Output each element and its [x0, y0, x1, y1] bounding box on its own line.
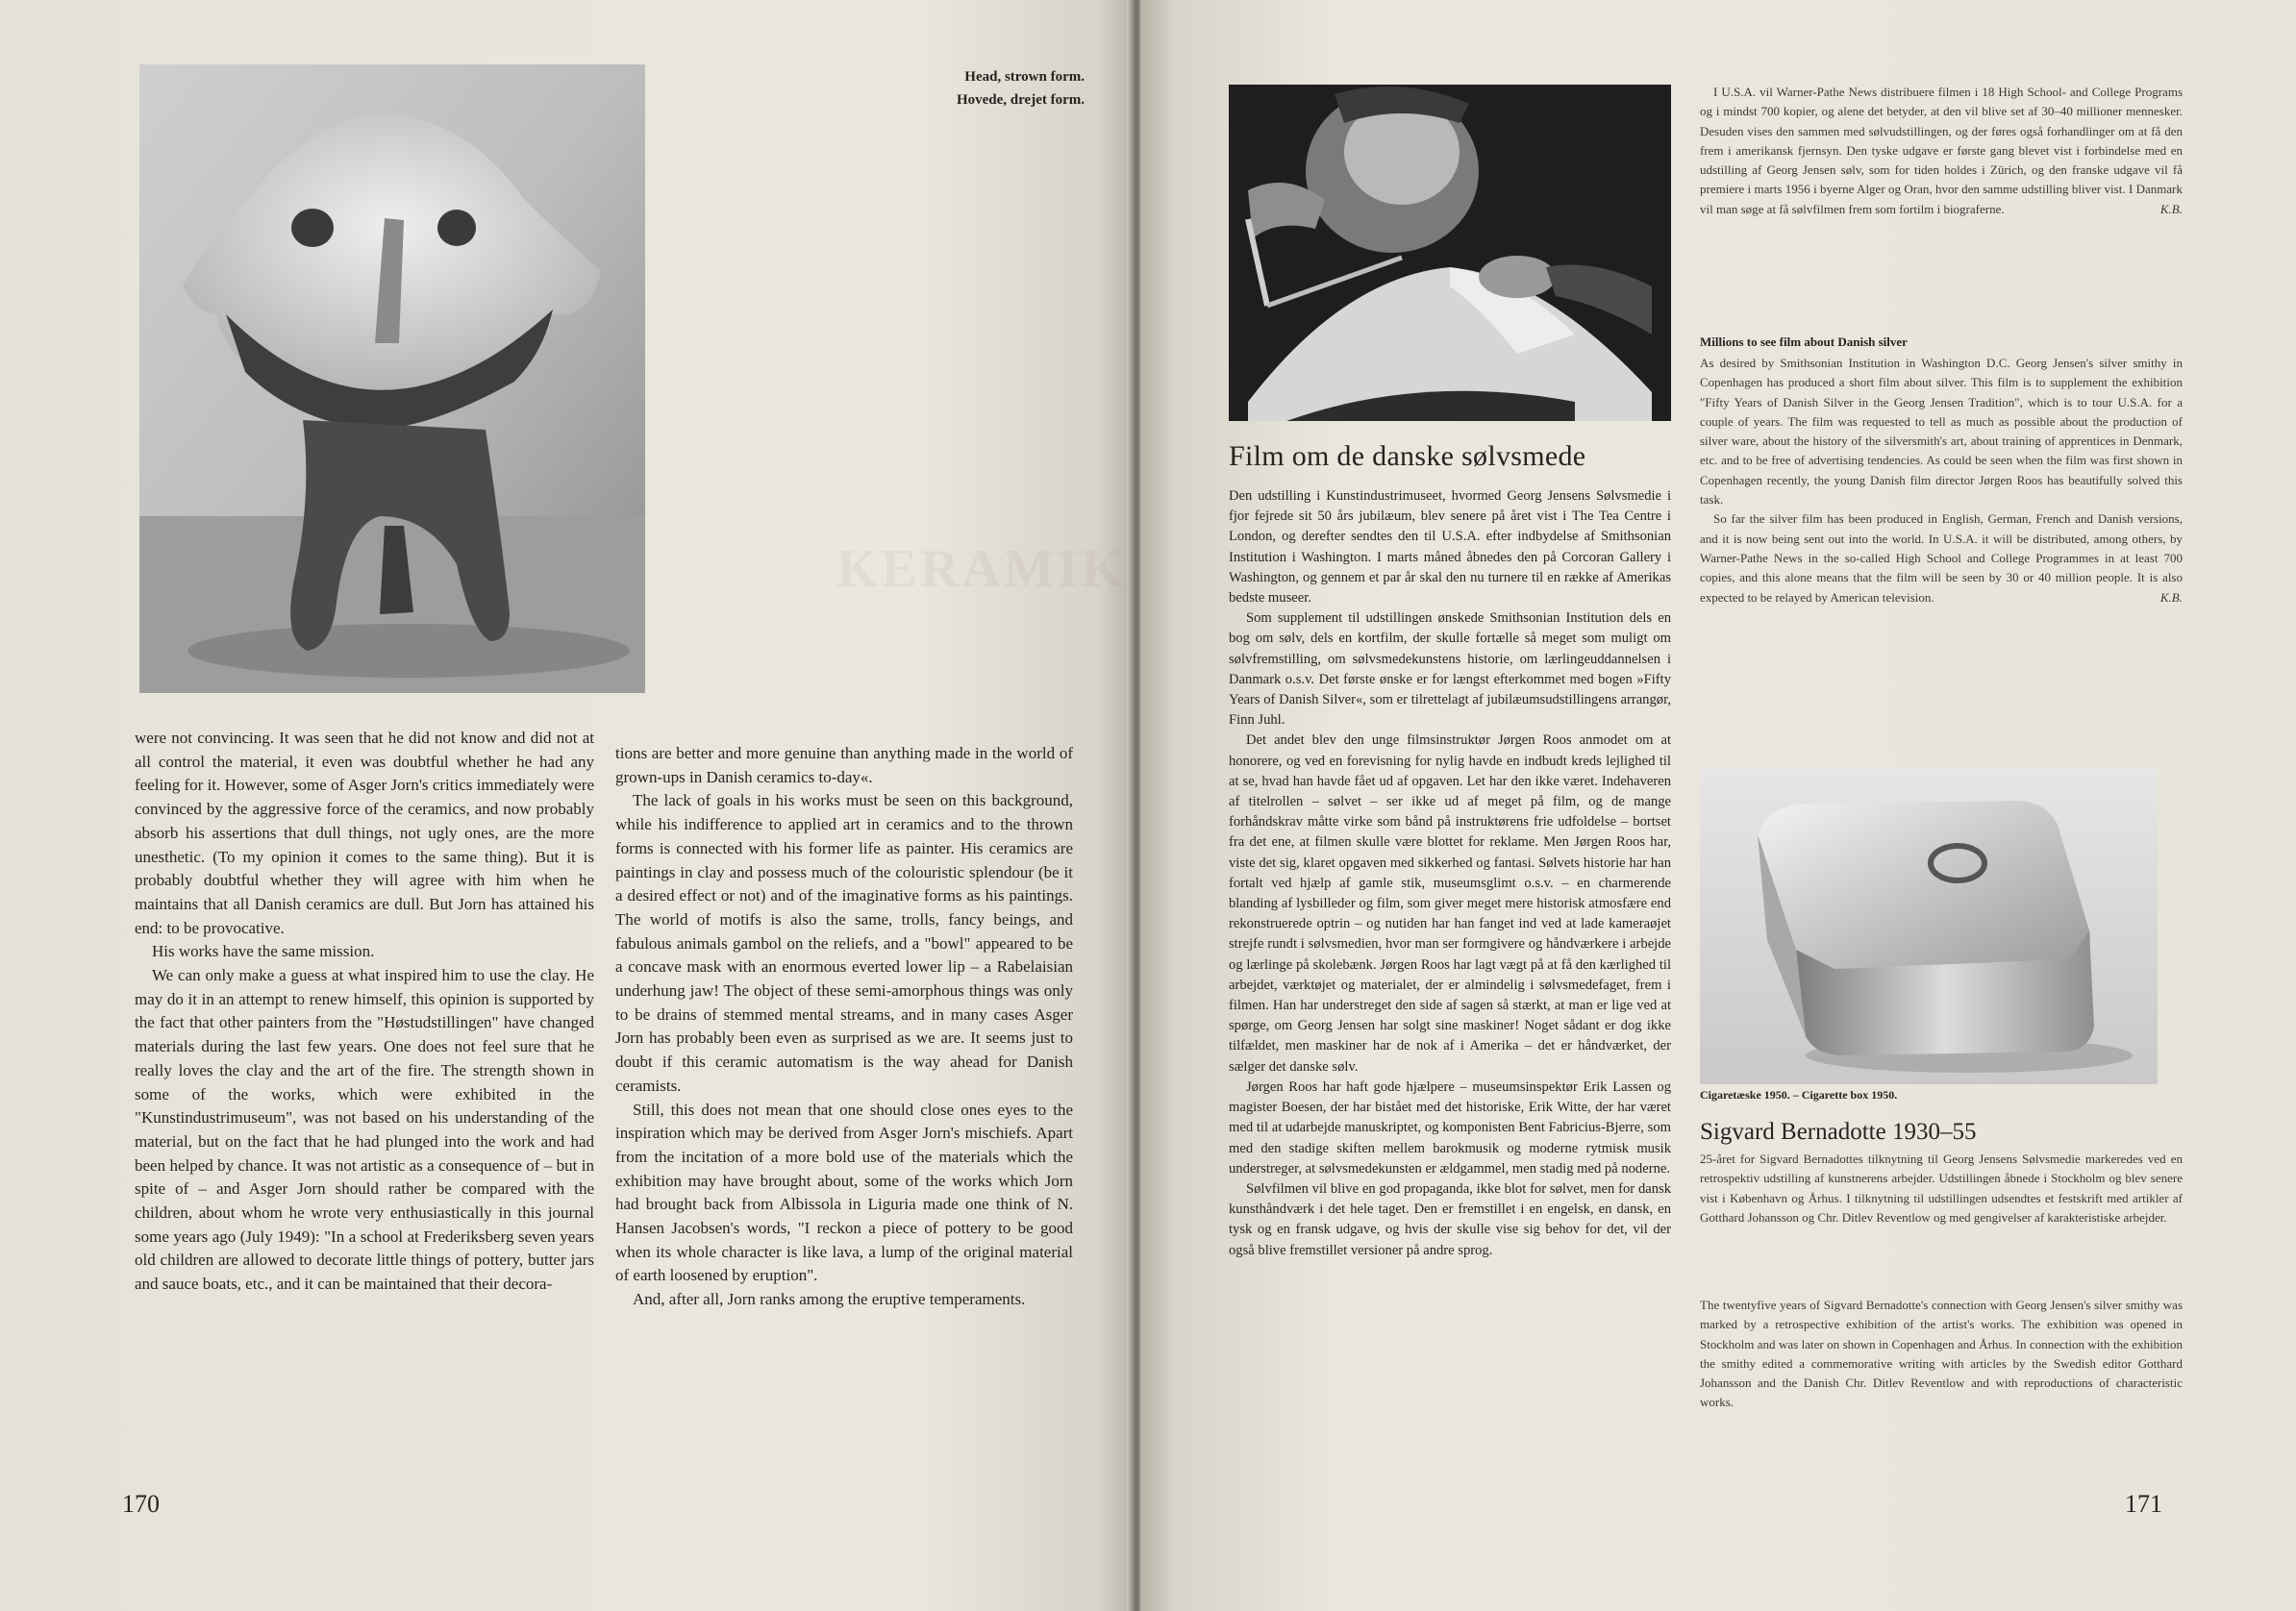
paragraph: So far the silver film has been produced in English, German, French and Danish versions, and it is now being sent out into the world. In U.S.A. it will be distributed, among others, by Warner-Pathe News in the so-called High School and College Programmes in at least 700 copies, and this alone means that the film will be seen by 30 or 40 million people. It is also expected to be relayed by American television. K.B. [1700, 509, 2183, 607]
paragraph: As desired by Smithsonian Institution in Washington D.C. Georg Jensen's silver smithy in Copenhagen has produced a short film about silver. This film is to supplement the exhibition "Fifty Years of Danish Silver in the Georg Jensen Tradition", which is to tour U.S.A. for a couple of years. The film was requested to tell as much as possible about the production of silver ware, about the history of the silversmith's art, about training of apprentices in Denmark, etc. and to be free of advertising tendencies. As could be seen when the film was first shown in Copenhagen recently, the young Danish film director Jørgen Roos has beautifully solved this task. [1700, 356, 2183, 508]
page-number: 171 [2125, 1490, 2162, 1518]
left-column-1 [135, 727, 594, 1297]
left-page [0, 0, 1133, 1611]
photo-caption [865, 65, 1085, 112]
article-heading: Film om de danske sølvsmede [1229, 440, 1586, 472]
paragraph: Den udstilling i Kunstindustrimuseet, hvormed Georg Jensens Sølvsmedie i fjor fejrede sit 50 års jubilæum, blev senere på året vist i The Tea Centre i London, og derefter sendtes den til U.S.A. efter indbydelse af Smithsonian Institution i Washington. I marts måned åbnedes den på Corcoran Gallery i Washington, og gennem et par år skal den nu turnere til en række af Amerikas bedste museer. [1229, 488, 1671, 607]
paragraph: Jørgen Roos har haft gode hjælpere – museumsinspektør Erik Lassen og magister Boesen, der har bistået med det historiske, Erik Witte, der har været med til at udarbejde manuskriptet, og komponisten Bent Fabricius-Bjerre, som med den stadige skiften mellem barokmusik og moderne rytmisk musik understreger, at sølvsmedekunsten er ældgammel, men stadig med på noderne. [1229, 1078, 1671, 1177]
paragraph: Still, this does not mean that one should close ones eyes to the inspiration which may be derived from Asger Jorn's mischiefs. Apart from the incitation of a more bold use of the materials which the exhibition may have brought about, some of the works which Jorn had brought back from Albissola in Liguria made one think of N. Hansen Jacobsen's words, "I reckon a piece of pottery to be good when its whole character is like lava, a lump of the original material of earth loosened by eruption". [615, 1100, 1073, 1285]
paragraph: were not convincing. It was seen that he did not know and did not at all control the material, it even was doubtful whether he had any feeling for it. However, some of Asger Jorn's critics immediately were convinced by the aggressive force of the ceramics, and now probably absorb his assertions that dull things, not ugly ones, are the more unesthetic. (To my opinion it comes to the same thing). But it is probably doubtful whether they will agree with him when he maintains that all Danish ceramics are dull. But Jorn has attained his end: to be provocative. [135, 729, 594, 937]
paragraph: And, after all, Jorn ranks among the eruptive temperaments. [633, 1290, 1026, 1309]
silversmith-photo [1229, 85, 1671, 421]
box-caption: Cigaretæske 1950. – Cigarette box 1950. [1700, 1088, 1898, 1102]
paragraph: I U.S.A. vil Warner-Pathe News distribuere filmen i 18 High School- and College Programs og i mindst 700 kopier, og alene det betyder, at den vil blive set af 30–40 millioner mennesker. Desuden vises den sammen med sølvudstillingen, og der føres også forhandlinger om at få den frem i amerikansk fjernsyn. Den tyske udgave er første gang blevet vist i forbindelse med en udstilling af Georg Jensen sølv, som for tiden holdes i Zürich, og den franske udgave vil få premiere i marts 1956 i byerne Alger og Oran, hvor den samme udstilling bliver vist. I Danmark vil man søge at få sølvfilmen frem som fortilm i biograferne. K.B. [1700, 83, 2183, 219]
bernadotte-danish [1700, 1150, 2183, 1227]
caption-english: Head, strown form. [964, 69, 1085, 85]
signature: K.B. [2159, 201, 2183, 216]
caption-danish: Hovede, drejet form. [956, 92, 1085, 108]
paragraph: Som supplement til udstillingen ønskede Smithsonian Institution dels en bog om sølv, dels en kortfilm, der skulle fortælle så meget som muligt om sølvfremstilling, om sølvsmedekunstens historie, om lærlingeuddannelsen i Danmark o.s.v. Det første ønske er for længst efterkommet med bogen »Fifty Years of Danish Silver«, som er tilrettelagt af jubilæumsudstillingens arrangør, Finn Juhl. [1229, 610, 1671, 729]
side-column-english [1700, 354, 2183, 607]
page-number: 170 [122, 1490, 160, 1518]
right-main-column [1229, 486, 1671, 1261]
side-subheading: Millions to see film about Danish silver [1700, 335, 1908, 349]
paragraph: The lack of goals in his works must be seen on this background, while his indifference to applied art in ceramics and to the thrown forms is connected with his former life as painter. His ceramics are paintings in clay and possess much of the colouristic splendour (be it a desired effect or not) and of the imaginative forms as his paintings. The world of motifs is also the same, trolls, fancy beings, and fabulous animals gambol on the reliefs, and a "bowl" appeared to be a concave mask with an enormous everted lower lip – a Rabelaisian underhung jaw! The object of these semi-amorphous things was only to be drains of stemmed mental streams, and in many cases Asger Jorn has probably been even as surprised as we are. It seems just to doubt if this ceramic automatism is the way ahead for Danish ceramists. [615, 791, 1073, 1095]
ceramic-head-photo [139, 64, 645, 693]
side-column-danish [1700, 83, 2183, 219]
paragraph: His works have the same mission. [152, 942, 375, 961]
show-through-text: KERAMIK [836, 539, 1126, 599]
paragraph: The twentyfive years of Sigvard Bernadotte's connection with Georg Jensen's silver smithy was marked by a retrospective exhibition of the artist's works. The exhibition was opened in Stockholm and was later on shown in Copenhagen and Århus. In connection with the exhibition the smithy edited a commemorative writing with articles by the Swedish editor Gotthard Johansson and the Danish Chr. Ditlev Reventlow and with reproductions of characteristic works. [1700, 1298, 2183, 1410]
paragraph: Sølvfilmen vil blive en god propaganda, ikke blot for sølvet, men for dansk kunsthåndværk i det hele taget. Den er fremstillet i en engelsk, en dansk, en tysk og en fransk udgave, og hvis der skulle vise sig behov for det, vil der også blive fremstillet versioner på andre sprog. [1229, 1180, 1671, 1258]
paragraph: 25-året for Sigvard Bernadottes tilknytning til Georg Jensens Sølvsmedie markeredes ved en retrospektiv udstilling af kunstnerens arbejder. Udstillingen åbnede i Stockholm og blev senere vist i København og Århus. I tilknytning til udstillingen udsendtes et festskrift med artikler af Gotthard Johansson og Chr. Ditlev Reventlow og med gengivelser af karakteristiske arbejder. [1700, 1152, 2183, 1225]
right-page [1140, 0, 2296, 1611]
bernadotte-english [1700, 1296, 2183, 1413]
cigarette-box-photo [1700, 767, 2158, 1084]
paragraph: tions are better and more genuine than anything made in the world of grown-ups in Danish ceramics to-day«. [615, 744, 1073, 786]
bernadotte-heading: Sigvard Bernadotte 1930–55 [1700, 1119, 1977, 1145]
signature: K.B. [2159, 589, 2183, 605]
left-column-2 [615, 742, 1073, 1312]
paragraph: We can only make a guess at what inspired him to use the clay. He may do it in an attempt to renew himself, this opinion is supported by the fact that other painters from the "Høstudstillingen" have changed materials during the last few years. One does not feel sure that he really loves the clay and the art of the fire. The strength shown in some of the works, which were exhibited in the "Kunstindustrimuseum", was not based on his understanding of the material, but on the fact that he had plunged into the work and had been helped by chance. It was not artistic as a consequence of – but in spite of – and Asger Jorn should rather be compared with the children, about whom he wrote very enthusiastically in this journal some years ago (July 1949): "In a school at Frederiksberg seven years old children are allowed to decorate little things of pottery, butter jars and sauce boats, etc., and it can be maintained that their decora- [135, 966, 594, 1294]
paragraph: Det andet blev den unge filmsinstruktør Jørgen Roos anmodet om at honorere, og ved en forevisning for nylig havde en indbudt kreds lejlighed til at se, hvad han havde fået ud af opgaven. Let har den ikke været. Indehaveren af titelrollen – sølvet – ser ikke ud af meget på film, og de mange forhåndskrav måtte virke som bånd på instruktørens frie udfoldelse – bortset fra det ene, at filmen skulle være blottet for reklame. Men Jørgen Roos har, viste det sig, klaret opgaven med sikkerhed og fantasi. Sølvets historie har han fortalt ved hjælp af gamle stik, museumsglimt o.s.v. – en charmerende blanding af lysbilleder og film, som giver meget mere historisk atmosfære end rekonstruerede optrin – og nutiden har han fanget ind ved at lade kameraøjet strejfe rundt i sølvsmedien, hvor man ser formgivere og håndværkere i arbejde og lærlinge på skolebænk. Jørgen Roos har lagt vægt på at få den kærlighed til arbejdet, værktøjet og materialet, der er almindelig i sølvsmedefaget, frem i filmen. Han har understreget den side af sagen så stærkt, at man er lige ved at spørge, om Georg Jensen har solgt sine maskiner! Noget sådant er dog ikke tilfældet, men maskiner har de nok af i Amerika – det er håndværket, der sælger det danske sølv. [1229, 732, 1671, 1075]
